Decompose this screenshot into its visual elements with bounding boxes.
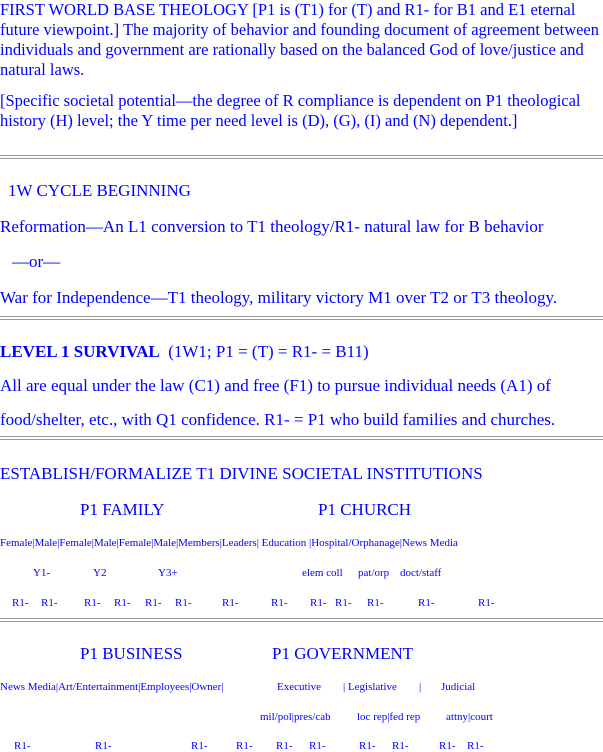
- sub-label: doct/staff: [400, 567, 442, 579]
- r1-label: R1-: [41, 597, 58, 609]
- societal-potential-paragraph: [Specific societal potential—the degree of R compliance is dependent on P1 theological history (H) level; the Y time per need level is (D), (G), (I) and (N) dependent.]: [0, 91, 581, 130]
- business-heading: P1 BUSINESS: [80, 644, 183, 663]
- level1-heading: LEVEL 1 SURVIVAL: [0, 342, 160, 361]
- r1-label: R1-: [359, 740, 376, 752]
- institutions-heading: ESTABLISH/FORMALIZE T1 DIVINE SOCIETAL INSTITUTIONS: [0, 464, 483, 483]
- r1-label: R1-: [309, 740, 326, 752]
- r1-label: R1-: [114, 597, 131, 609]
- r1-label: R1-: [418, 597, 435, 609]
- government-heading: P1 GOVERNMENT: [272, 644, 414, 663]
- intro-paragraph: FIRST WORLD BASE THEOLOGY [P1 is (T1) for (T) and R1- for B1 and E1 eternal future viewpoint.] The majority of behavior and founding document of agreement between individuals and government are rationally based on the balanced God of love/justice and natural laws.: [0, 0, 600, 79]
- family-heading: P1 FAMILY: [80, 500, 165, 519]
- business-columns: News Media|Art/Entertainment|Employees|Owner|: [0, 681, 224, 693]
- level-label: Y1-: [33, 567, 51, 579]
- r1-label: R1-: [145, 597, 162, 609]
- r1-label: R1-: [271, 597, 288, 609]
- church-heading: P1 CHURCH: [318, 500, 412, 519]
- level1-heading-row: [0, 342, 369, 362]
- war-line: War for Independence—T1 theology, military victory M1 over T2 or T3 theology.: [0, 288, 558, 307]
- sub-label: elem coll: [302, 567, 343, 579]
- or-line: —or—: [12, 252, 61, 271]
- r1-label: R1-: [236, 740, 253, 752]
- r1-label: R1-: [276, 740, 293, 752]
- r1-label: R1-: [95, 740, 112, 752]
- r1-label: R1-: [439, 740, 456, 752]
- separator: |: [419, 681, 422, 693]
- divider: [0, 155, 603, 159]
- level-label: Y3+: [158, 567, 178, 579]
- r1-label: R1-: [14, 740, 31, 752]
- r1-label: R1-: [84, 597, 101, 609]
- reformation-line: Reformation—An L1 conversion to T1 theology/R1- natural law for B behavior: [0, 217, 544, 236]
- sub-label: pat/orp: [358, 567, 390, 579]
- r1-label: R1-: [175, 597, 192, 609]
- judicial-label: Judicial: [441, 681, 476, 693]
- level-label: Y2: [93, 567, 107, 579]
- r1-label: R1-: [478, 597, 495, 609]
- family-church-columns: Female|Male|Female|Male|Female|Male|Members|Leaders| Education |Hospital/Orphanage|News Media: [0, 537, 458, 549]
- r1-label: R1-: [367, 597, 384, 609]
- divider: [0, 618, 603, 622]
- divider: [0, 316, 603, 320]
- r1-label: R1-: [335, 597, 352, 609]
- equality-line: All are equal under the law (C1) and free (F1) to pursue individual needs (A1) of: [0, 376, 551, 395]
- r1-label: R1-: [12, 597, 29, 609]
- sub-label: mil/pol|pres/cab: [260, 711, 331, 723]
- r1-label: R1-: [392, 740, 409, 752]
- legislative-label: | Legislative: [343, 681, 397, 693]
- divider: [0, 436, 603, 440]
- r1-label: R1-: [310, 597, 327, 609]
- r1-label: R1-: [467, 740, 484, 752]
- r1-label: R1-: [191, 740, 208, 752]
- food-shelter-line: food/shelter, etc., with Q1 confidence. R1- = P1 who build families and churches.: [0, 410, 556, 429]
- level1-formula: (1W1; P1 = (T) = R1- = B11): [168, 342, 369, 361]
- r1-label: R1-: [222, 597, 239, 609]
- sub-label: loc rep|fed rep: [357, 711, 421, 723]
- cycle-heading: 1W CYCLE BEGINNING: [8, 181, 191, 200]
- executive-label: Executive: [277, 681, 321, 693]
- sub-label: attny|court: [446, 711, 493, 723]
